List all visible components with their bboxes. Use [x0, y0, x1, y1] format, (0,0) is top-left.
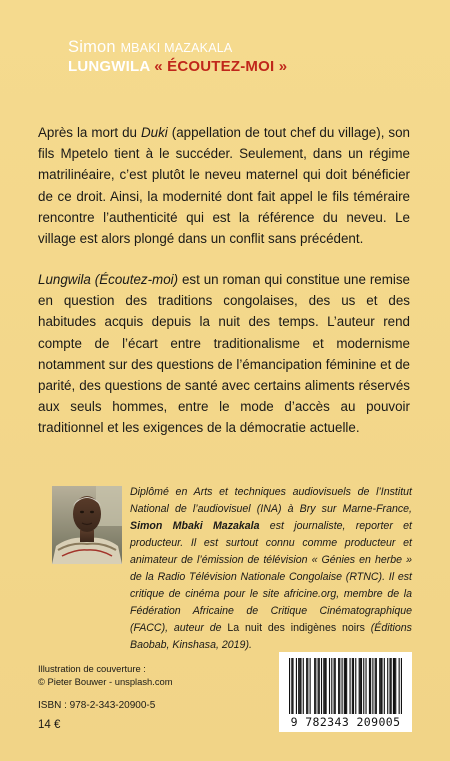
barcode-bar: [323, 658, 324, 714]
barcode-bar: [315, 658, 316, 714]
cover-credit-source: © Pieter Bouwer - unsplash.com: [38, 676, 173, 687]
barcode-bar: [381, 658, 382, 714]
barcode-bar: [319, 658, 320, 714]
barcode-bar: [342, 658, 343, 714]
barcode-bar: [291, 658, 292, 714]
barcode-bar: [379, 658, 380, 714]
barcode-bar: [334, 658, 335, 714]
cover-credit: [38, 662, 173, 688]
barcode-bar: [375, 658, 376, 714]
book-title-main: LUNGWILA: [68, 58, 155, 75]
barcode-bar: [310, 658, 311, 714]
barcode-bar: [318, 658, 319, 714]
barcode-bar: [361, 658, 362, 714]
barcode-bar: [391, 658, 392, 714]
author-surname: MBAKI MAZAKALA: [120, 41, 233, 55]
barcode-bar: [306, 658, 307, 714]
barcode-bar: [369, 658, 370, 714]
barcode-bar: [363, 658, 364, 714]
author-biography: Diplômé en Arts et techniques audiovisuels de l’Institut National de l’audiovisuel (INA) à Bry sur Marne-France, Simon Mbaki Mazakala est journaliste, reporter et producteur. Il est surtout connu comme producteur et animateur de l’émission de télévision « Génies en herbe » de la Radio Télévision Nationale Congolaise (RTNC). Il est critique de cinéma pour le site africine.org, membre de la Fédération Africaine de Critique Cinématographique (FACC), auteur de La nuit des indigènes noirs (Éditions Baobab, Kinshasa, 2019).: [130, 486, 412, 651]
barcode-bar: [345, 658, 346, 714]
barcode-bar: [331, 658, 332, 714]
barcode-bar: [321, 658, 322, 714]
barcode-bar: [370, 658, 371, 714]
barcode-bar: [355, 658, 356, 714]
barcode-bar: [344, 658, 345, 714]
barcode-bar: [292, 658, 293, 714]
book-title-subtitle: « ÉCOUTEZ-MOI »: [154, 58, 288, 75]
barcode-bar: [339, 658, 340, 714]
barcode-bar: [298, 658, 299, 714]
barcode-bar: [338, 658, 339, 714]
barcode-bar: [346, 658, 347, 714]
barcode-bar: [307, 658, 308, 714]
duki-term: Duki: [140, 125, 168, 140]
barcode-bar: [335, 658, 336, 714]
price: 14 €: [38, 719, 61, 731]
synopsis-paragraph-2: Lungwila (Écoutez-moi) est un roman qui constitue une remise en question des traditions congolaises, des us et des habitudes acquis depuis la nuit des temps. L’auteur rend compte de l’écart entre traditionalisme et modernisme notamment sur des questions de l’émancipation féminine et de parité, des questions de santé avec certains aliments réservés aux seuls hommes, entre le mode d’accès au pouvoir traditionnel et les exigences de la démocratie actuelle.: [38, 272, 410, 436]
barcode: [279, 652, 412, 732]
isbn: ISBN : 978-2-343-20900-5: [38, 700, 156, 711]
barcode-bar: [380, 658, 381, 714]
barcode-bar: [299, 658, 300, 714]
cover-credit-label: Illustration de couverture :: [38, 663, 146, 674]
barcode-bar: [353, 658, 354, 714]
author-portrait-image: [52, 486, 122, 564]
author-first-name: Simon: [68, 38, 121, 56]
barcode-bar: [365, 658, 366, 714]
bio-book-title: La nuit des indigènes noirs: [227, 622, 365, 634]
barcode-bar: [394, 658, 395, 714]
barcode-number: 9 782343 209005: [290, 715, 401, 729]
author-name: [68, 38, 232, 57]
barcode-bar: [326, 658, 327, 714]
barcode-bar: [300, 658, 301, 714]
barcode-bar: [372, 658, 373, 714]
barcode-bar: [389, 658, 390, 714]
barcode-bar: [387, 658, 388, 714]
title-reference: Lungwila (Écoutez-moi): [38, 272, 179, 287]
synopsis-paragraph-1: Après la mort du Duki (appellation de tout chef du village), son fils Mpetelo tient à le succéder. Seulement, dans un régime matrilinéaire, c’est plutôt le neveu maternel qui doit bénéficier de ce droit. Ainsi, la modernité dont fait appel le fils téméraire rencontre l’authenticité qui est la référence du neveu. Le village est alors plongé dans un conflit sans précédent.: [38, 125, 410, 247]
barcode-bar: [296, 658, 297, 714]
barcode-bar: [289, 658, 290, 714]
bio-author-name: Simon Mbaki Mazakala: [130, 520, 260, 532]
barcode-bar: [384, 658, 385, 714]
barcode-bar: [395, 658, 396, 714]
barcode-bar: [399, 658, 400, 714]
barcode-bar: [393, 658, 394, 714]
barcode-bar: [352, 658, 353, 714]
barcode-bar: [324, 658, 325, 714]
barcode-bar: [359, 658, 360, 714]
barcode-bar: [376, 658, 377, 714]
barcode-bars: [279, 656, 412, 718]
barcode-bar: [401, 658, 402, 714]
barcode-bar: [329, 658, 330, 714]
author-photo: [52, 486, 122, 564]
barcode-bar: [360, 658, 361, 714]
barcode-bar: [314, 658, 315, 714]
barcode-bar: [303, 658, 304, 714]
book-title: [68, 58, 287, 75]
barcode-bar: [349, 658, 350, 714]
